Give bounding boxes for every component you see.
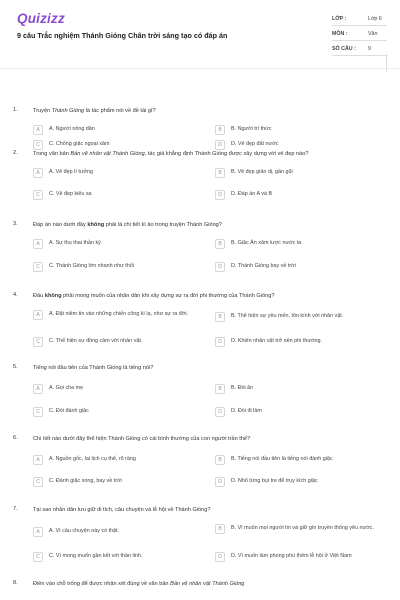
- option-text: A. Đặt niềm tin vào những chiến công kì lạ, như sự ra đời.: [49, 311, 189, 317]
- option-text: D. Khiến nhân vật trở nên phi thường.: [231, 338, 322, 344]
- question-text-italic: Thánh Gióng: [51, 108, 85, 114]
- question-text: [33, 150, 388, 158]
- option-text: A. Sự thụ thai thần kỳ: [49, 240, 101, 246]
- option-letter-badge: B: [215, 524, 225, 534]
- option-letter-badge: C: [33, 407, 43, 417]
- question-number: 7.: [13, 506, 18, 512]
- worksheet-header: [0, 0, 400, 70]
- question-number: 3.: [13, 221, 18, 227]
- option-letter-badge: B: [215, 168, 225, 178]
- option-text: A. Vì câu chuyện này có thật.: [49, 528, 120, 534]
- question-text: [33, 292, 388, 300]
- subject-value: Văn: [368, 31, 378, 37]
- option-text: D. Đáp án A và B: [231, 191, 273, 197]
- question-text-part: Đâu: [33, 293, 45, 299]
- option-text: C. Vì mong muốn gần kết với thần linh.: [49, 553, 143, 559]
- option-letter-badge: A: [33, 455, 43, 465]
- question-text-part: Trong văn bản: [33, 151, 71, 157]
- option-letter-badge: C: [33, 190, 43, 200]
- option-letter-badge: A: [33, 125, 43, 135]
- option-text: B. Vì muốn mọi người tin và giữ gìn truyền thống yêu nước.: [231, 525, 374, 531]
- info-row-subject: [332, 31, 387, 46]
- option-text: D. Thánh Gióng bay về trời: [231, 263, 296, 269]
- option-letter-badge: B: [215, 455, 225, 465]
- option-letter-badge: B: [215, 125, 225, 135]
- info-row-grade: [332, 16, 387, 31]
- question-count-label: SỐ CÂU :: [332, 46, 356, 52]
- option-text: B. Người trí thức: [231, 126, 272, 132]
- question-number: 4.: [13, 292, 18, 298]
- question-number: 2.: [13, 150, 18, 156]
- subject-label: MÔN :: [332, 31, 348, 37]
- option-letter-badge: D: [215, 552, 225, 562]
- question-number: 1.: [13, 107, 18, 113]
- question-text-part: phải mong muốn của nhân dân khi xây dựng sự ra đời phi thường của Thánh Gióng?: [61, 293, 275, 299]
- option-text: A. Vẻ đẹp lí tưởng: [49, 169, 94, 175]
- info-row-count: [332, 46, 387, 61]
- option-letter-badge: A: [33, 527, 43, 537]
- option-text: B. Vẻ đẹp giản dị, gần gũi: [231, 169, 293, 175]
- option-text: C. Đòi đánh giặc: [49, 408, 89, 414]
- option-text: B. Đòi ăn: [231, 385, 254, 391]
- page-title: 9 câu Trắc nghiệm Thánh Gióng Chân trời sáng tạo có đáp án: [17, 31, 228, 40]
- question-text-part: Tại sao nhân dân lưu giữ di tích, câu chuyện và lễ hội về Thánh Gióng?: [33, 507, 211, 513]
- option-letter-badge: D: [215, 140, 225, 150]
- question-text-part: là tác phẩm nói về đề tài gì?: [84, 108, 156, 114]
- option-text: B. Giặc Ân xâm lược nước ta: [231, 240, 302, 246]
- option-letter-badge: C: [33, 337, 43, 347]
- question-text-part: Truyện: [33, 108, 52, 114]
- option-letter-badge: D: [215, 337, 225, 347]
- option-letter-badge: C: [33, 262, 43, 272]
- option-letter-badge: D: [215, 477, 225, 487]
- option-letter-badge: D: [215, 407, 225, 417]
- option-text: A. Gọi cha mẹ: [49, 385, 84, 391]
- option-text: B. Tiếng nói đầu tiên là tiếng nói đánh giặc: [231, 456, 333, 462]
- question-text-part: Chi tiết nào dưới đây thể hiện Thánh Gióng có cái bình thường của con người trần thế?: [33, 436, 251, 442]
- option-text: D. Vẻ đẹp đất nước: [231, 141, 279, 147]
- grade-label: LỚP :: [332, 16, 347, 22]
- option-text: D. Vì muốn làm phong phú thêm lễ hội ở Việt Nam: [231, 553, 352, 559]
- option-letter-badge: A: [33, 168, 43, 178]
- question-text-part: Điền vào chỗ trống để được nhận xét đúng về văn bản: [33, 581, 171, 587]
- option-letter-badge: A: [33, 310, 43, 320]
- question-text-part: phải là chi tiết kì ảo trong truyện Thánh Gióng?: [104, 222, 222, 228]
- option-text: A. Người nông dân: [49, 126, 95, 132]
- option-letter-badge: B: [215, 312, 225, 322]
- question-text-part: , tác giả khẳng định Thánh Gióng được xây dựng với vẻ đẹp nào?: [144, 151, 309, 157]
- question-text: [33, 580, 388, 588]
- question-number: 8.: [13, 580, 18, 586]
- option-letter-badge: B: [215, 384, 225, 394]
- quizizz-logo: Quizizz: [17, 11, 65, 26]
- option-text: C. Đánh giặc xong, bay về trời: [49, 478, 122, 484]
- question-text: [33, 364, 388, 372]
- question-text-italic: Bản vẽ nhân vật Thánh Gióng: [170, 581, 245, 587]
- option-letter-badge: C: [33, 477, 43, 487]
- option-text: C. Thánh Gióng lớn nhanh như thổi: [49, 263, 134, 269]
- option-text: D. Nhổ từng bụi tre để trụy kích giặc: [231, 478, 318, 484]
- option-letter-badge: A: [33, 384, 43, 394]
- question-text-part: Tiếng nói đầu tiên của Thánh Gióng là tiếng nói?: [33, 365, 154, 371]
- option-letter-badge: C: [33, 140, 43, 150]
- question-text: [33, 435, 388, 443]
- question-number: 6.: [13, 435, 18, 441]
- question-text-bold: không: [44, 293, 62, 299]
- question-text-bold: không: [87, 222, 105, 228]
- header-divider: [0, 68, 400, 69]
- question-text: [33, 506, 388, 514]
- option-letter-badge: D: [215, 262, 225, 272]
- option-text: C. Chống giặc ngoại xâm: [49, 141, 110, 147]
- grade-value: Lớp 6: [368, 16, 382, 22]
- option-text: A. Nguồn gốc, lai lịch cụ thể, rõ ràng: [49, 456, 136, 462]
- option-text: C. Thể hiện sự đồng cảm với nhân vật.: [49, 338, 143, 344]
- question-text: [33, 107, 388, 115]
- question-number: 5.: [13, 364, 18, 370]
- question-text-part: Đáp án nào dưới đây: [33, 222, 88, 228]
- option-text: D. Đòi đi làm: [231, 408, 262, 414]
- option-letter-badge: D: [215, 190, 225, 200]
- info-box: [332, 16, 387, 61]
- question-text-italic: Bản vẽ nhân vật Thánh Gióng: [70, 151, 145, 157]
- question-text: [33, 221, 388, 229]
- option-letter-badge: A: [33, 239, 43, 249]
- option-letter-badge: B: [215, 239, 225, 249]
- option-text: C. Vẻ đẹp kiêu sa: [49, 191, 92, 197]
- option-letter-badge: C: [33, 552, 43, 562]
- option-text: B. Thể hiện sự yêu mến, tôn kính với nhân vật.: [231, 313, 344, 319]
- question-count-value: 9: [368, 46, 371, 52]
